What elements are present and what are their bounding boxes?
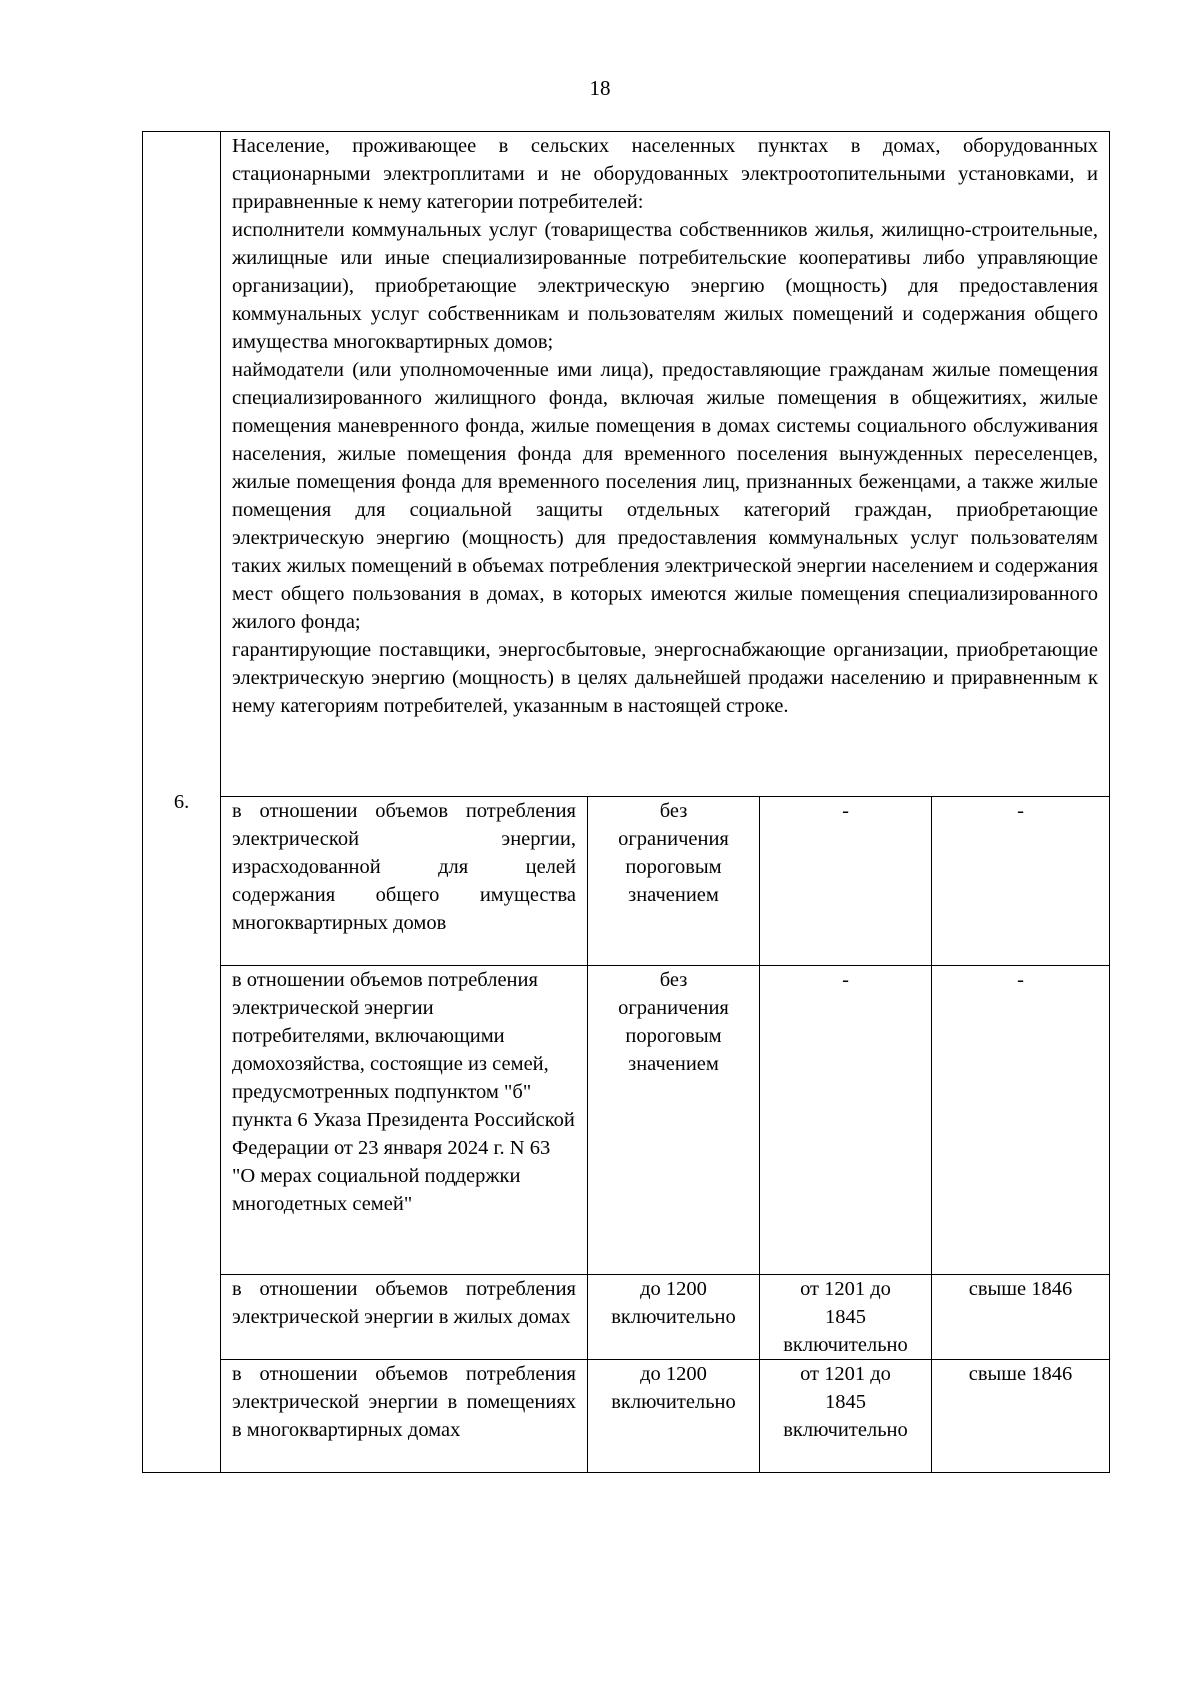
- cell-line: включительно: [611, 1391, 736, 1413]
- threshold-first-range: [588, 1275, 760, 1360]
- cell-line: ограничения: [618, 997, 729, 1019]
- row-number-cell: [143, 132, 221, 1473]
- threshold-third-range: свыше 1846: [932, 1360, 1110, 1473]
- table-row: [143, 1275, 1110, 1360]
- row-description: в отношении объемов потребления электрической энергии в помещениях в многоквартирных домах: [221, 1360, 588, 1473]
- threshold-third-range: -: [932, 797, 1110, 966]
- intro-paragraph: наймодатели (или уполномоченные ими лица), предоставляющие гражданам жилые помещения специализированного жилищного фонда, включая жилые помещения в общежитиях, жилые помещения маневренного фонда, жилые помещения в домах системы социального обслуживания населения, жилые помещения фонда для временного поселения вынужденных переселенцев, жилые помещения фонда для временного поселения лиц, признанных беженцами, а также жилые помещения для социальной защиты отдельных категорий граждан, приобретающие электрическую энергию (мощность) для предоставления коммунальных услуг пользователям таких жилых помещений в объемах потребления электрической энергии населением и содержания мест общего пользования в домах, в которых имеются жилые помещения специализированного жилого фонда;: [232, 359, 1099, 633]
- threshold-second-range: -: [760, 966, 932, 1275]
- row-description: в отношении объемов потребления электрической энергии в жилых домах: [221, 1275, 588, 1360]
- row-number: 6.: [173, 791, 190, 813]
- cell-line: значением: [628, 884, 719, 906]
- row-description: в отношении объемов потребления электрической энергии потребителями, включающими домохозяйства, состоящие из семей, предусмотренных подпунктом "б" пункта 6 Указа Президента Российской Федерации от 23 января 2024 г. N 63 "О мерах социальной поддержки многодетных семей": [221, 966, 588, 1275]
- threshold-first-range: [588, 966, 760, 1275]
- cell-line: ограничения: [618, 828, 729, 850]
- row-description: в отношении объемов потребления электрической энергии, израсходованной для целей содержания общего имущества многоквартирных домов: [221, 797, 588, 966]
- table-row: [143, 1360, 1110, 1473]
- cell-line: значением: [628, 1053, 719, 1075]
- threshold-second-range: -: [760, 797, 932, 966]
- page-number: 18: [589, 76, 611, 100]
- cell-line: включительно: [783, 1334, 908, 1356]
- cell-line: 1845: [825, 1306, 866, 1328]
- cell-line: без: [659, 800, 688, 822]
- cell-line: без: [659, 969, 688, 991]
- table-row: [143, 966, 1110, 1275]
- cell-line: до 1200: [640, 1363, 707, 1385]
- threshold-first-range: [588, 797, 760, 966]
- cell-line: от 1201 до: [800, 1278, 891, 1300]
- cell-line: пороговым: [625, 1025, 722, 1047]
- intro-paragraph: гарантирующие поставщики, энергосбытовые, энергоснабжающие организации, приобретающие электрическую энергию (мощность) в целях дальнейшей продажи населению и приравненным к нему категориям потребителей, указанным в настоящей строке.: [232, 639, 1099, 717]
- cell-line: 1845: [825, 1391, 866, 1413]
- cell-line: пороговым: [625, 856, 722, 878]
- intro-paragraph: Население, проживающее в сельских населенных пунктах в домах, оборудованных стационарными электроплитами и не оборудованных электроотопительными установками, и приравненные к нему категории потребителей:: [232, 135, 1099, 213]
- category-description-cell: [221, 132, 1110, 797]
- cell-line: включительно: [783, 1419, 908, 1441]
- threshold-first-range: [588, 1360, 760, 1473]
- table-row: [143, 797, 1110, 966]
- threshold-third-range: свыше 1846: [932, 1275, 1110, 1360]
- cell-line: до 1200: [640, 1278, 707, 1300]
- tariff-table: [142, 131, 1110, 1473]
- intro-paragraph: исполнители коммунальных услуг (товарищества собственников жилья, жилищно-строительные, жилищные или иные специализированные потребительские кооперативы либо управляющие организации), приобретающие электрическую энергию (мощность) для предоставления коммунальных услуг собственникам и пользователям жилых помещений и содержания общего имущества многоквартирных домов;: [232, 219, 1099, 353]
- cell-line: включительно: [611, 1306, 736, 1328]
- threshold-second-range: [760, 1360, 932, 1473]
- table-row-intro: [143, 132, 1110, 797]
- threshold-second-range: [760, 1275, 932, 1360]
- cell-line: от 1201 до: [800, 1363, 891, 1385]
- threshold-third-range: -: [932, 966, 1110, 1275]
